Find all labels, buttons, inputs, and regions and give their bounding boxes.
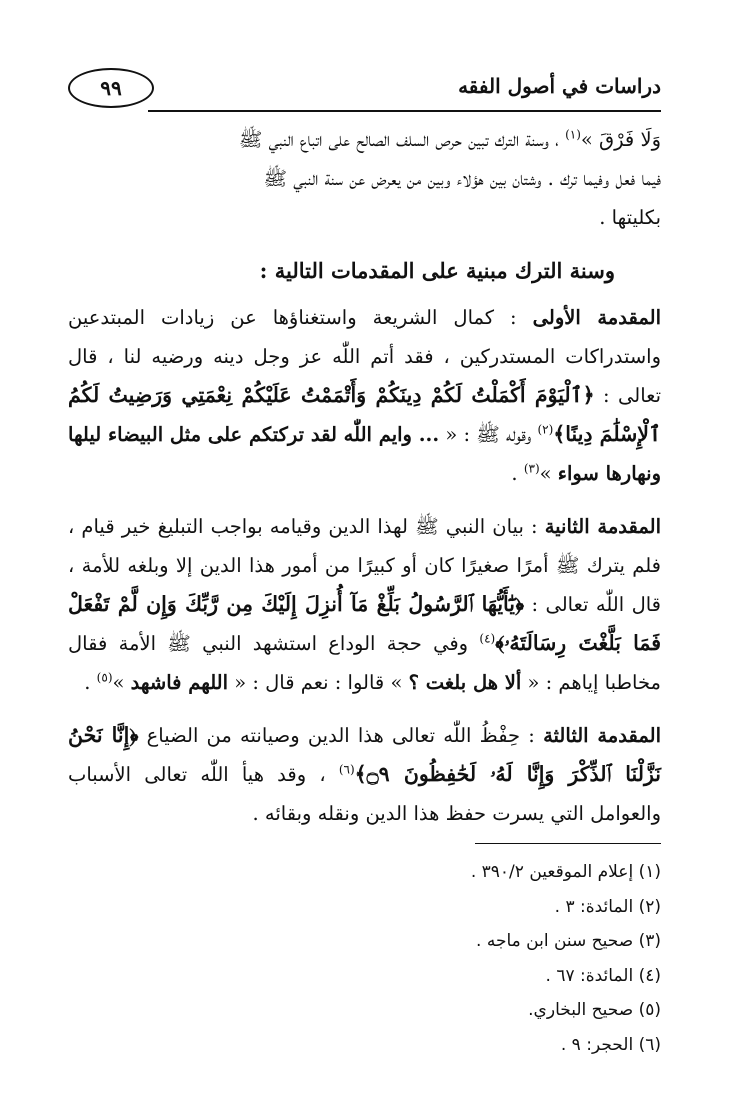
premise-1-label: المقدمة الأولى [532,306,661,329]
body-text [68,120,661,833]
premise-3-label: المقدمة الثالثة [543,724,661,747]
footnote-ref-5: (٥) [96,670,113,685]
footnote-ref-1: (١) [565,127,581,142]
premise-3: المقدمة الثالثة : حِفْظُ اللّٰه تعالى هذا الدين وصيانته من الضياع ﴿إِنَّا نَحْنُ نَزَّلْنَا ٱلذِّكْرَ وَإِنَّا لَهُۥ لَحَٰفِظُونَ ۝٩﴾$^{(٦)}$ ، وقد هيأ اللّٰه تعالى الأسباب والعوامل التي يسرت حفظ هذا الدين ونقله وبقائه . [68,723,662,825]
footnote-ref-4: (٤) [479,631,496,646]
footnote-ref-3: (٣) [523,461,540,476]
section-heading: وسنة الترك مبنية على المقدمات التالية : [259,258,615,283]
premise-1: المقدمة الأولى : كمال الشريعة واستغناؤها عن زيادات المبتدعين واستدراكات المستدركين ، فقد أتم اللّٰه عز وجل دينه ورضيه لنا ، قال تعالى : ﴿ٱلْيَوْمَ أَكْمَلْتُ لَكُمْ دِينَكُمْ وَأَتْمَمْتُ عَلَيْكُمْ نِعْمَتِي وَرَضِيتُ لَكُمُ ٱلْإِسْلَٰمَ دِينًا﴾$^{(٢)}$ وقوله ﷺ : « ... وايم اللّٰه لقد تركتكم على مثل البيضاء ليلها ونهارها سواء »$^{(٣)}$ . [68,306,662,485]
intro-line-3: بكليتها . [599,206,661,229]
page-number: ٩٩ [68,68,154,108]
intro-quote-end: وَلَا فَرْقَ [592,128,661,151]
footnote-ref-6: (٦) [338,762,355,777]
intro-line-2: فيما فعل وفيما ترك . وشتان بين هؤلاء وبين من يعرض عن سنة النبي ﷺ [263,167,661,190]
footnote-ref-2: (٢) [537,422,554,437]
header-rule [148,110,661,112]
footnotes [68,855,661,1062]
premise-2-label: المقدمة الثانية [544,515,662,538]
footnote-5: (٥) صحيح البخاري. [528,1000,661,1020]
page-header [68,60,661,118]
footnote-6: (٦) الحجر: ٩ . [560,1034,661,1055]
intro-line-1: وَلَا فَرْقَ »$^{(١)}$ ، وسنة الترك تبين حرص السلف الصالح على اتباع النبي ﷺ [238,127,661,151]
premise-2: المقدمة الثانية : بيان النبي ﷺ لهذا الدين وقيامه بواجب التبليغ خير قيام ، فلم يترك ﷺ أمرًا صغيرًا كان أو كبيرًا من أمور هذا الدين إلا وبلغه للأمة ، قال اللّٰه تعالى : ﴿يَٰٓأَيُّهَا ٱلرَّسُولُ بَلِّغْ مَآ أُنزِلَ إِلَيْكَ مِن رَّبِّكَ وَإِن لَّمْ تَفْعَلْ فَمَا بَلَّغْتَ رِسَالَتَهُۥ﴾$^{(٤)}$ وفي حجة الوداع استشهد النبي ﷺ الأمة فقال مخاطبا إياهم : « ألا هل بلغت ؟ » قالوا : نعم قال : « اللهم فاشهد »$^{(٥)}$ . [68,515,662,694]
footnote-separator [475,843,661,844]
hadith-question: ألا هل بلغت ؟ [408,671,522,694]
ayah-maidah-67: ﴿يَٰٓأَيُّهَا ٱلرَّسُولُ بَلِّغْ مَآ أُنزِلَ إِلَيْكَ مِن رَّبِّكَ وَإِن لَّمْ تَفْعَلْ فَمَا بَلَّغْتَ رِسَالَتَهُۥ﴾ [68,592,662,655]
ayah-maidah-3: ﴿ٱلْيَوْمَ أَكْمَلْتُ لَكُمْ دِينَكُمْ وَأَتْمَمْتُ عَلَيْكُمْ نِعْمَتِي وَرَضِيتُ لَكُمُ ٱلْإِسْلَٰمَ دِينًا﴾ [68,383,661,446]
hadith-quote: ... وايم اللّٰه لقد تركتكم على مثل البيضاء ليلها ونهارها سواء [68,423,661,485]
footnote-3: (٣) صحيح سنن ابن ماجه . [476,931,661,951]
footnote-4: (٤) المائدة: ٦٧ . [545,965,661,986]
running-title: دراسات في أصول الفقه [458,74,661,98]
ayah-hijr-9: ﴿إِنَّا نَحْنُ نَزَّلْنَا ٱلذِّكْرَ وَإِنَّا لَهُۥ لَحَٰفِظُونَ ۝٩﴾ [68,723,662,786]
hadith-answer: اللهم فاشهد [130,671,229,694]
footnote-1: (١) إعلام الموقعين ٣٩٠/٢ . [470,862,661,882]
footnote-2: (٢) المائدة: ٣ . [554,896,661,917]
